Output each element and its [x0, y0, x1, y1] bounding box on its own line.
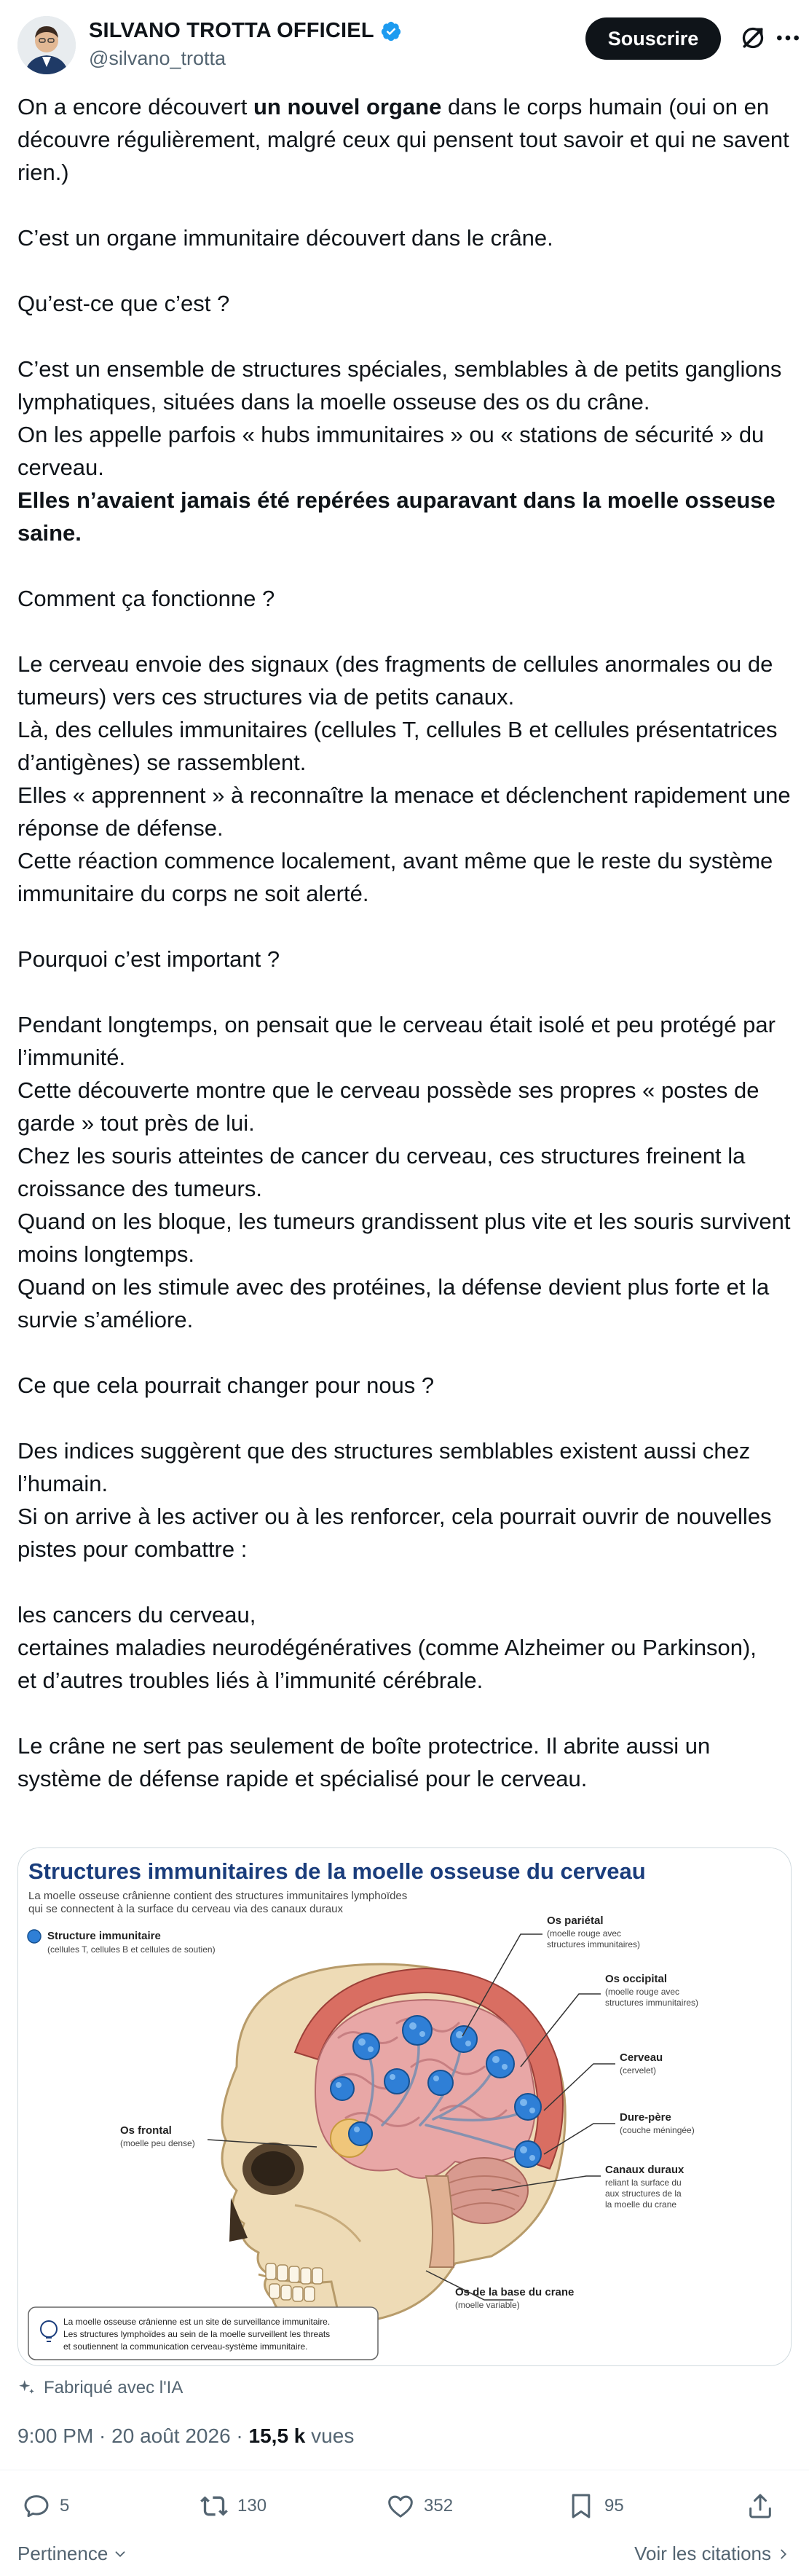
- paragraph: Le cerveau envoie des signaux (des fragments de cellules anormales ou de tumeurs) vers ces structures via de petits canaux.: [17, 651, 773, 710]
- paragraph: Pendant longtemps, on pensait que le cerveau était isolé et peu protégé par l’immunité.: [17, 1012, 776, 1070]
- subscribe-button[interactable]: Souscrire: [585, 17, 721, 60]
- label-occipital: Os occipital: [605, 1973, 668, 1985]
- label-parietal: Os pariétal: [547, 1915, 604, 1927]
- bookmark-count: 95: [604, 2496, 624, 2516]
- verified-badge-icon: [380, 20, 402, 42]
- share-icon: [746, 2491, 775, 2521]
- grok-icon[interactable]: [738, 23, 767, 52]
- more-options-icon[interactable]: [773, 23, 802, 52]
- paragraph: Quand on les stimule avec des protéines, la défense devient plus forte et la survie s’améliore.: [17, 1274, 770, 1332]
- sparkle-icon: [17, 2379, 36, 2398]
- sort-label: Pertinence: [17, 2542, 108, 2564]
- label-cerveau-sub: (cervelet): [620, 2065, 657, 2076]
- like-count: 352: [424, 2496, 454, 2516]
- display-name[interactable]: [89, 19, 402, 43]
- legend-title: Structure immunitaire: [47, 1930, 161, 1942]
- question-heading: Comment ça fonctionne ?: [17, 586, 275, 611]
- note-line: La moelle osseuse crânienne est un site de surveillance immunitaire.: [63, 2317, 331, 2327]
- chevron-down-icon: [112, 2546, 128, 2562]
- author-block: [89, 19, 402, 70]
- paragraph: Si on arrive à les activer ou à les renforcer, cela pourrait ouvrir de nouvelles pistes pour combattre :: [17, 1504, 772, 1562]
- ai-generated-badge[interactable]: [17, 2378, 183, 2398]
- action-bar: [17, 2491, 792, 2528]
- paragraph: Quand on les bloque, les tumeurs grandissent plus vite et les souris survivent moins longtemps.: [17, 1209, 791, 1267]
- label-occipital-sub: structures immunitaires): [605, 1998, 699, 2008]
- infographic-subtitle: La moelle osseuse crânienne contient des structures immunitaires lymphoïdes: [28, 1890, 408, 1902]
- paragraph: On les appelle parfois « hubs immunitaires » ou « stations de sécurité » du cerveau.: [17, 422, 765, 480]
- repost-button[interactable]: [200, 2491, 267, 2521]
- label-dure-mere-sub: (couche méningée): [620, 2125, 695, 2135]
- paragraph: Chez les souris atteintes de cancer du cerveau, ces structures freinent la croissance des tumeurs.: [17, 1143, 746, 1201]
- repost-count: 130: [237, 2496, 267, 2516]
- paragraph: Des indices suggèrent que des structures semblables existent aussi chez l’humain.: [17, 1438, 751, 1496]
- infographic-illustration: [18, 1848, 792, 2366]
- view-quotes-link[interactable]: [634, 2542, 792, 2565]
- label-parietal-sub: (moelle rouge avec: [547, 1928, 622, 1939]
- reply-button[interactable]: [22, 2491, 69, 2521]
- tweet-header: [17, 16, 792, 74]
- label-cerveau: Cerveau: [620, 2051, 663, 2064]
- label-base-sub: (moelle variable): [455, 2300, 520, 2310]
- label-parietal-sub: structures immunitaires): [547, 1939, 641, 1949]
- label-canaux: Canaux duraux: [605, 2164, 684, 2176]
- display-name-text[interactable]: SILVANO TROTTA OFFICIEL: [89, 19, 374, 42]
- infographic-subtitle: qui se connectent à la surface du cerveau via des canaux duraux: [28, 1903, 343, 1915]
- avatar[interactable]: [17, 16, 76, 74]
- heart-icon: [386, 2491, 415, 2521]
- paragraph-bold: [17, 484, 793, 549]
- label-frontal-sub: (moelle peu dense): [120, 2138, 195, 2148]
- paragraph: Elles « apprennent » à reconnaître la menace et déclenchent rapidement une réponse de défense.: [17, 782, 791, 841]
- tweet-image[interactable]: [17, 1847, 792, 2366]
- paragraph: Cette découverte montre que le cerveau possède ses propres « postes de garde » tout près de lui.: [17, 1077, 759, 1136]
- sort-dropdown[interactable]: [17, 2542, 128, 2565]
- label-occipital-sub: (moelle rouge avec: [605, 1987, 680, 1997]
- legend-subtitle: (cellules T, cellules B et cellules de soutien): [47, 1944, 216, 1955]
- paragraph: C’est un ensemble de structures spéciales, semblables à de petits ganglions lymphatiques, situées dans la moelle osseuse des os du crâne.: [17, 356, 782, 415]
- reply-controls: [17, 2542, 792, 2572]
- paragraph: Le crâne ne sert pas seulement de boîte protectrice. Il abrite aussi un système de défense rapide et spécialisé pour le cerveau.: [17, 1733, 711, 1791]
- handle[interactable]: @silvano_trotta: [89, 47, 226, 69]
- view-quotes-label: Voir les citations: [634, 2542, 771, 2564]
- reply-icon: [22, 2491, 51, 2521]
- paragraph: Là, des cellules immunitaires (cellules T, cellules B et cellules présentatrices d’antigènes) se rassemblent.: [17, 717, 778, 775]
- list-line: et d’autres troubles liés à l’immunité cérébrale.: [17, 1668, 484, 1693]
- text-run: On a encore découvert: [17, 94, 253, 119]
- chevron-right-icon: [776, 2546, 792, 2562]
- timestamp[interactable]: 9:00 PM · 20 août 2026 ·: [17, 2424, 249, 2447]
- text-bold: Elles n’avaient jamais été repérées auparavant dans la moelle osseuse saine.: [17, 487, 776, 546]
- note-line: et soutiennent la communication cerveau-système immunitaire.: [63, 2341, 308, 2352]
- tweet-meta: [17, 2424, 354, 2448]
- list-line: les cancers du cerveau,: [17, 1602, 256, 1627]
- repost-icon: [200, 2491, 229, 2521]
- note-line: Les structures lymphoïdes au sein de la moelle surveillent les threats: [63, 2329, 331, 2339]
- label-base: Os de la base du crane: [455, 2286, 575, 2298]
- question-heading: Ce que cela pourrait changer pour nous ?: [17, 1373, 435, 1398]
- text-bold: un nouvel organe: [253, 94, 442, 119]
- views-count: 15,5 k: [248, 2424, 306, 2447]
- reply-count: 5: [60, 2496, 70, 2516]
- views-label: vues: [305, 2424, 355, 2447]
- paragraph: [17, 90, 793, 189]
- label-dure-mere: Dure-père: [620, 2111, 671, 2124]
- ai-badge-label: Fabriqué avec l'IA: [44, 2378, 183, 2398]
- text-run: dans le corps humain (oui on en découvre régulièrement, malgré ceux qui pensent tout savoir et qui ne savent rien.): [17, 94, 789, 185]
- like-button[interactable]: [386, 2491, 453, 2521]
- paragraph: Cette réaction commence localement, avant même que le reste du système immunitaire du corps ne soit alerté.: [17, 848, 773, 906]
- infographic-title: Structures immunitaires de la moelle osseuse du cerveau: [28, 1858, 646, 1884]
- list-line: certaines maladies neurodégénératives (comme Alzheimer ou Parkinson),: [17, 1635, 757, 1660]
- paragraph: C’est un organe immunitaire découvert dans le crâne.: [17, 225, 553, 251]
- label-canaux-sub: la moelle du crane: [605, 2199, 677, 2210]
- question-heading: Qu’est-ce que c’est ?: [17, 291, 230, 316]
- label-canaux-sub: aux structures de la: [605, 2188, 682, 2199]
- tweet-text: [17, 90, 793, 1795]
- question-heading: Pourquoi c’est important ?: [17, 946, 280, 972]
- bookmark-button[interactable]: [567, 2491, 624, 2521]
- bookmark-icon: [567, 2491, 596, 2521]
- label-canaux-sub: reliant la surface du: [605, 2178, 682, 2188]
- share-button[interactable]: [746, 2491, 775, 2521]
- label-frontal: Os frontal: [120, 2124, 172, 2137]
